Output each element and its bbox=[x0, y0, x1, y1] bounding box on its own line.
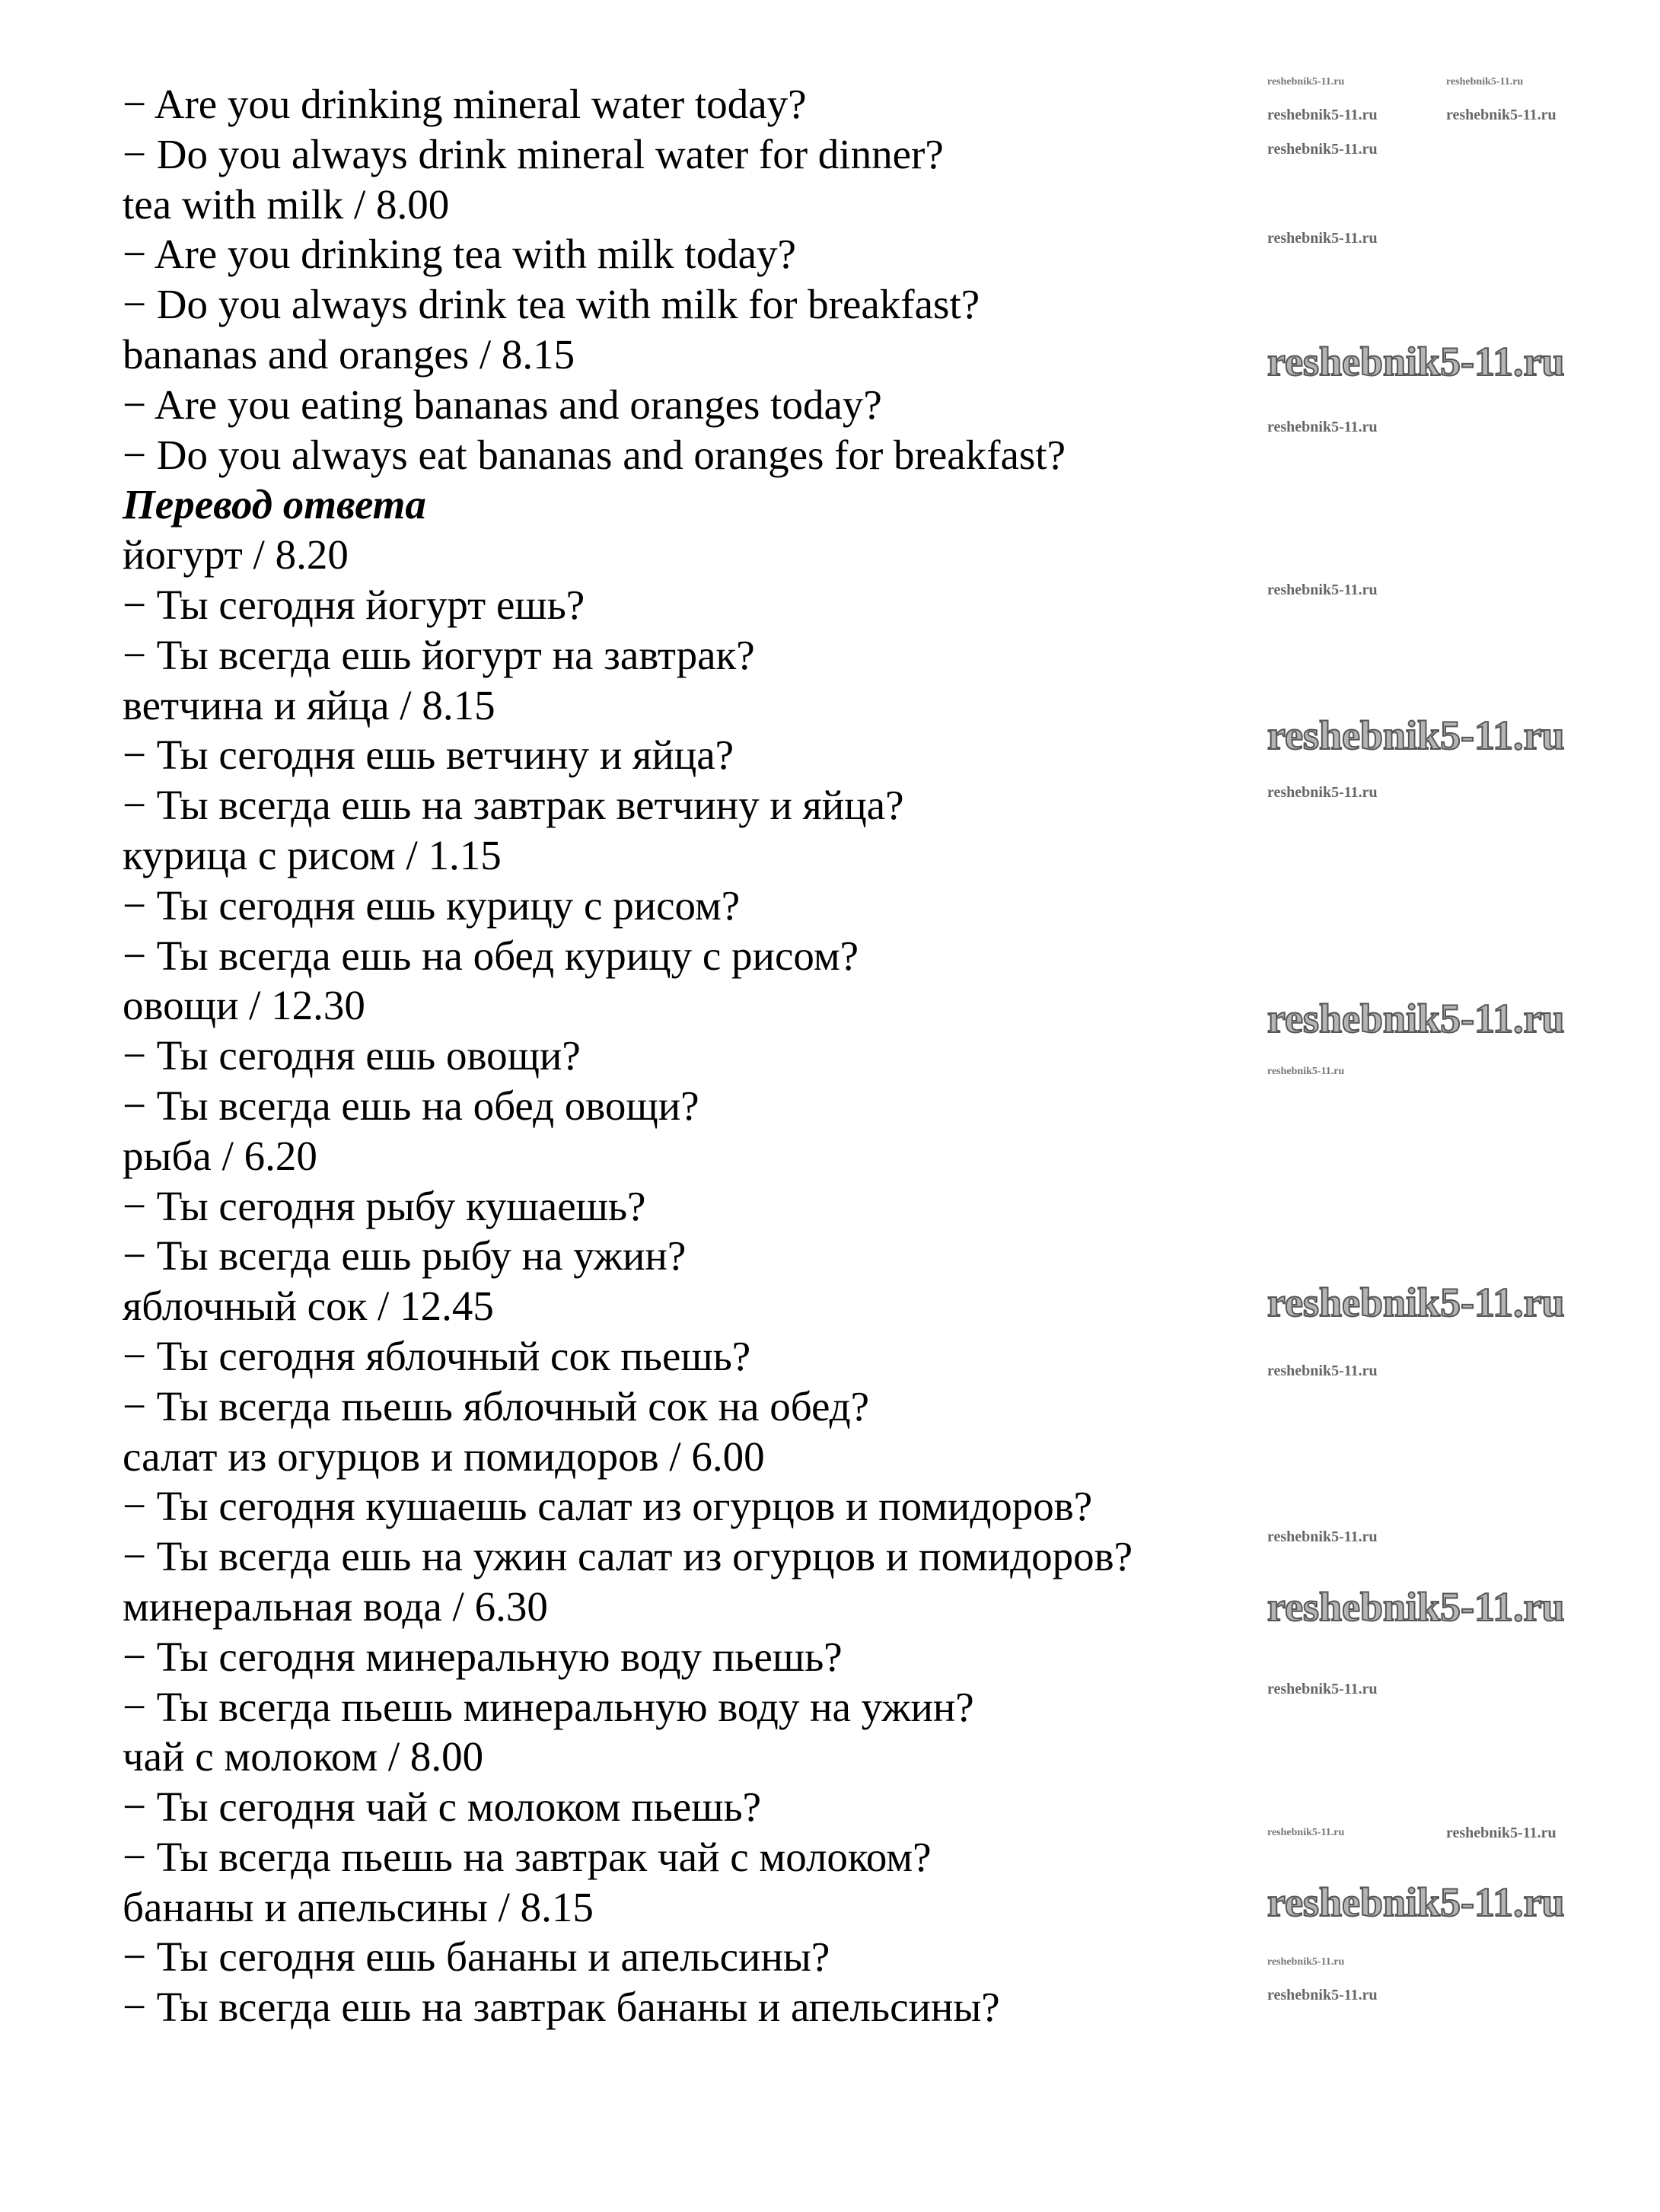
question-line: − Are you drinking mineral water today? bbox=[123, 81, 807, 127]
question-line: − Ты всегда ешь на ужин салат из огурцов и помидоров? bbox=[123, 1533, 1133, 1580]
watermark: reshebnik5-11.ru bbox=[1267, 1363, 1378, 1379]
watermark: reshebnik5-11.ru bbox=[1267, 712, 1565, 758]
food-item-line: овощи / 12.30 bbox=[123, 982, 365, 1029]
watermark: reshebnik5-11.ru bbox=[1267, 1066, 1345, 1077]
question-line: − Ты сегодня минеральную воду пьешь? bbox=[123, 1633, 843, 1680]
watermark: reshebnik5-11.ru bbox=[1267, 1956, 1345, 1968]
question-line: − Ты всегда пьешь яблочный сок на обед? bbox=[123, 1382, 870, 1430]
question-line: − Ты сегодня рыбу кушаешь? bbox=[123, 1182, 646, 1229]
section-heading: Перевод ответа bbox=[123, 481, 426, 528]
watermark: reshebnik5-11.ru bbox=[1267, 784, 1378, 801]
watermark: reshebnik5-11.ru bbox=[1267, 141, 1378, 158]
question-line: − Ты всегда пьешь на завтрак чай с молоком? bbox=[123, 1833, 932, 1880]
question-line: − Ты всегда ешь на обед курицу с рисом? bbox=[123, 932, 859, 979]
food-item-line: минеральная вода / 6.30 bbox=[123, 1583, 548, 1630]
watermark: reshebnik5-11.ru bbox=[1446, 1825, 1556, 1841]
question-line: − Ты сегодня йогурт ешь? bbox=[123, 581, 585, 628]
question-line: − Ты сегодня ешь курицу с рисом? bbox=[123, 881, 741, 929]
food-item-line: яблочный сок / 12.45 bbox=[123, 1283, 494, 1330]
question-line: − Ты сегодня ешь бананы и апельсины? bbox=[123, 1933, 830, 1981]
question-line: − Do you always drink tea with milk for breakfast? bbox=[123, 281, 980, 328]
food-item-line: рыба / 6.20 bbox=[123, 1132, 317, 1179]
question-line: − Ты всегда пьешь минеральную воду на ужин? bbox=[123, 1683, 974, 1730]
food-item-line: курица с рисом / 1.15 bbox=[123, 831, 502, 878]
question-line: − Ты всегда ешь на завтрак ветчину и яйца? bbox=[123, 782, 904, 829]
watermark: reshebnik5-11.ru bbox=[1267, 1827, 1345, 1838]
food-item-line: tea with milk / 8.00 bbox=[123, 180, 450, 228]
question-line: − Are you drinking tea with milk today? bbox=[123, 231, 796, 278]
question-line: − Do you always drink mineral water for dinner? bbox=[123, 130, 944, 177]
watermark: reshebnik5-11.ru bbox=[1267, 339, 1565, 384]
food-item-line: бананы и апельсины / 8.15 bbox=[123, 1883, 594, 1930]
watermark: reshebnik5-11.ru bbox=[1267, 1528, 1378, 1545]
watermark: reshebnik5-11.ru bbox=[1267, 419, 1378, 435]
watermark: reshebnik5-11.ru bbox=[1267, 996, 1565, 1041]
watermark: reshebnik5-11.ru bbox=[1267, 1584, 1565, 1630]
question-line: − Ты сегодня ешь овощи? bbox=[123, 1032, 581, 1079]
watermark: reshebnik5-11.ru bbox=[1446, 107, 1556, 123]
question-line: − Ты всегда ешь на обед овощи? bbox=[123, 1082, 699, 1129]
question-line: − Are you eating bananas and oranges today? bbox=[123, 381, 882, 428]
food-item-line: ветчина и яйца / 8.15 bbox=[123, 681, 495, 728]
question-line: − Ты сегодня ешь ветчину и яйца? bbox=[123, 731, 734, 779]
question-line: − Ты сегодня яблочный сок пьешь? bbox=[123, 1332, 751, 1379]
watermark: reshebnik5-11.ru bbox=[1267, 76, 1345, 88]
question-line: − Ты сегодня кушаешь салат из огурцов и помидоров? bbox=[123, 1483, 1093, 1530]
watermark: reshebnik5-11.ru bbox=[1267, 230, 1378, 247]
question-line: − Ты всегда ешь рыбу на ужин? bbox=[123, 1232, 687, 1280]
watermark: reshebnik5-11.ru bbox=[1267, 582, 1378, 598]
question-line: − Ты всегда ешь йогурт на завтрак? bbox=[123, 631, 755, 678]
food-item-line: йогурт / 8.20 bbox=[123, 531, 349, 578]
watermark: reshebnik5-11.ru bbox=[1267, 1280, 1565, 1325]
question-line: − Ты сегодня чай с молоком пьешь? bbox=[123, 1783, 762, 1831]
watermark: reshebnik5-11.ru bbox=[1446, 76, 1524, 88]
watermark: reshebnik5-11.ru bbox=[1267, 107, 1378, 123]
question-line: − Do you always eat bananas and oranges for breakfast? bbox=[123, 431, 1066, 478]
food-item-line: bananas and oranges / 8.15 bbox=[123, 330, 575, 378]
watermark: reshebnik5-11.ru bbox=[1267, 1681, 1378, 1697]
document-body bbox=[123, 79, 1133, 2032]
question-line: − Ты всегда ешь на завтрак бананы и апельсины? bbox=[123, 1984, 1000, 2031]
food-item-line: салат из огурцов и помидоров / 6.00 bbox=[123, 1433, 765, 1480]
food-item-line: чай с молоком / 8.00 bbox=[123, 1733, 484, 1780]
watermark: reshebnik5-11.ru bbox=[1267, 1987, 1378, 2003]
watermark: reshebnik5-11.ru bbox=[1267, 1879, 1565, 1925]
